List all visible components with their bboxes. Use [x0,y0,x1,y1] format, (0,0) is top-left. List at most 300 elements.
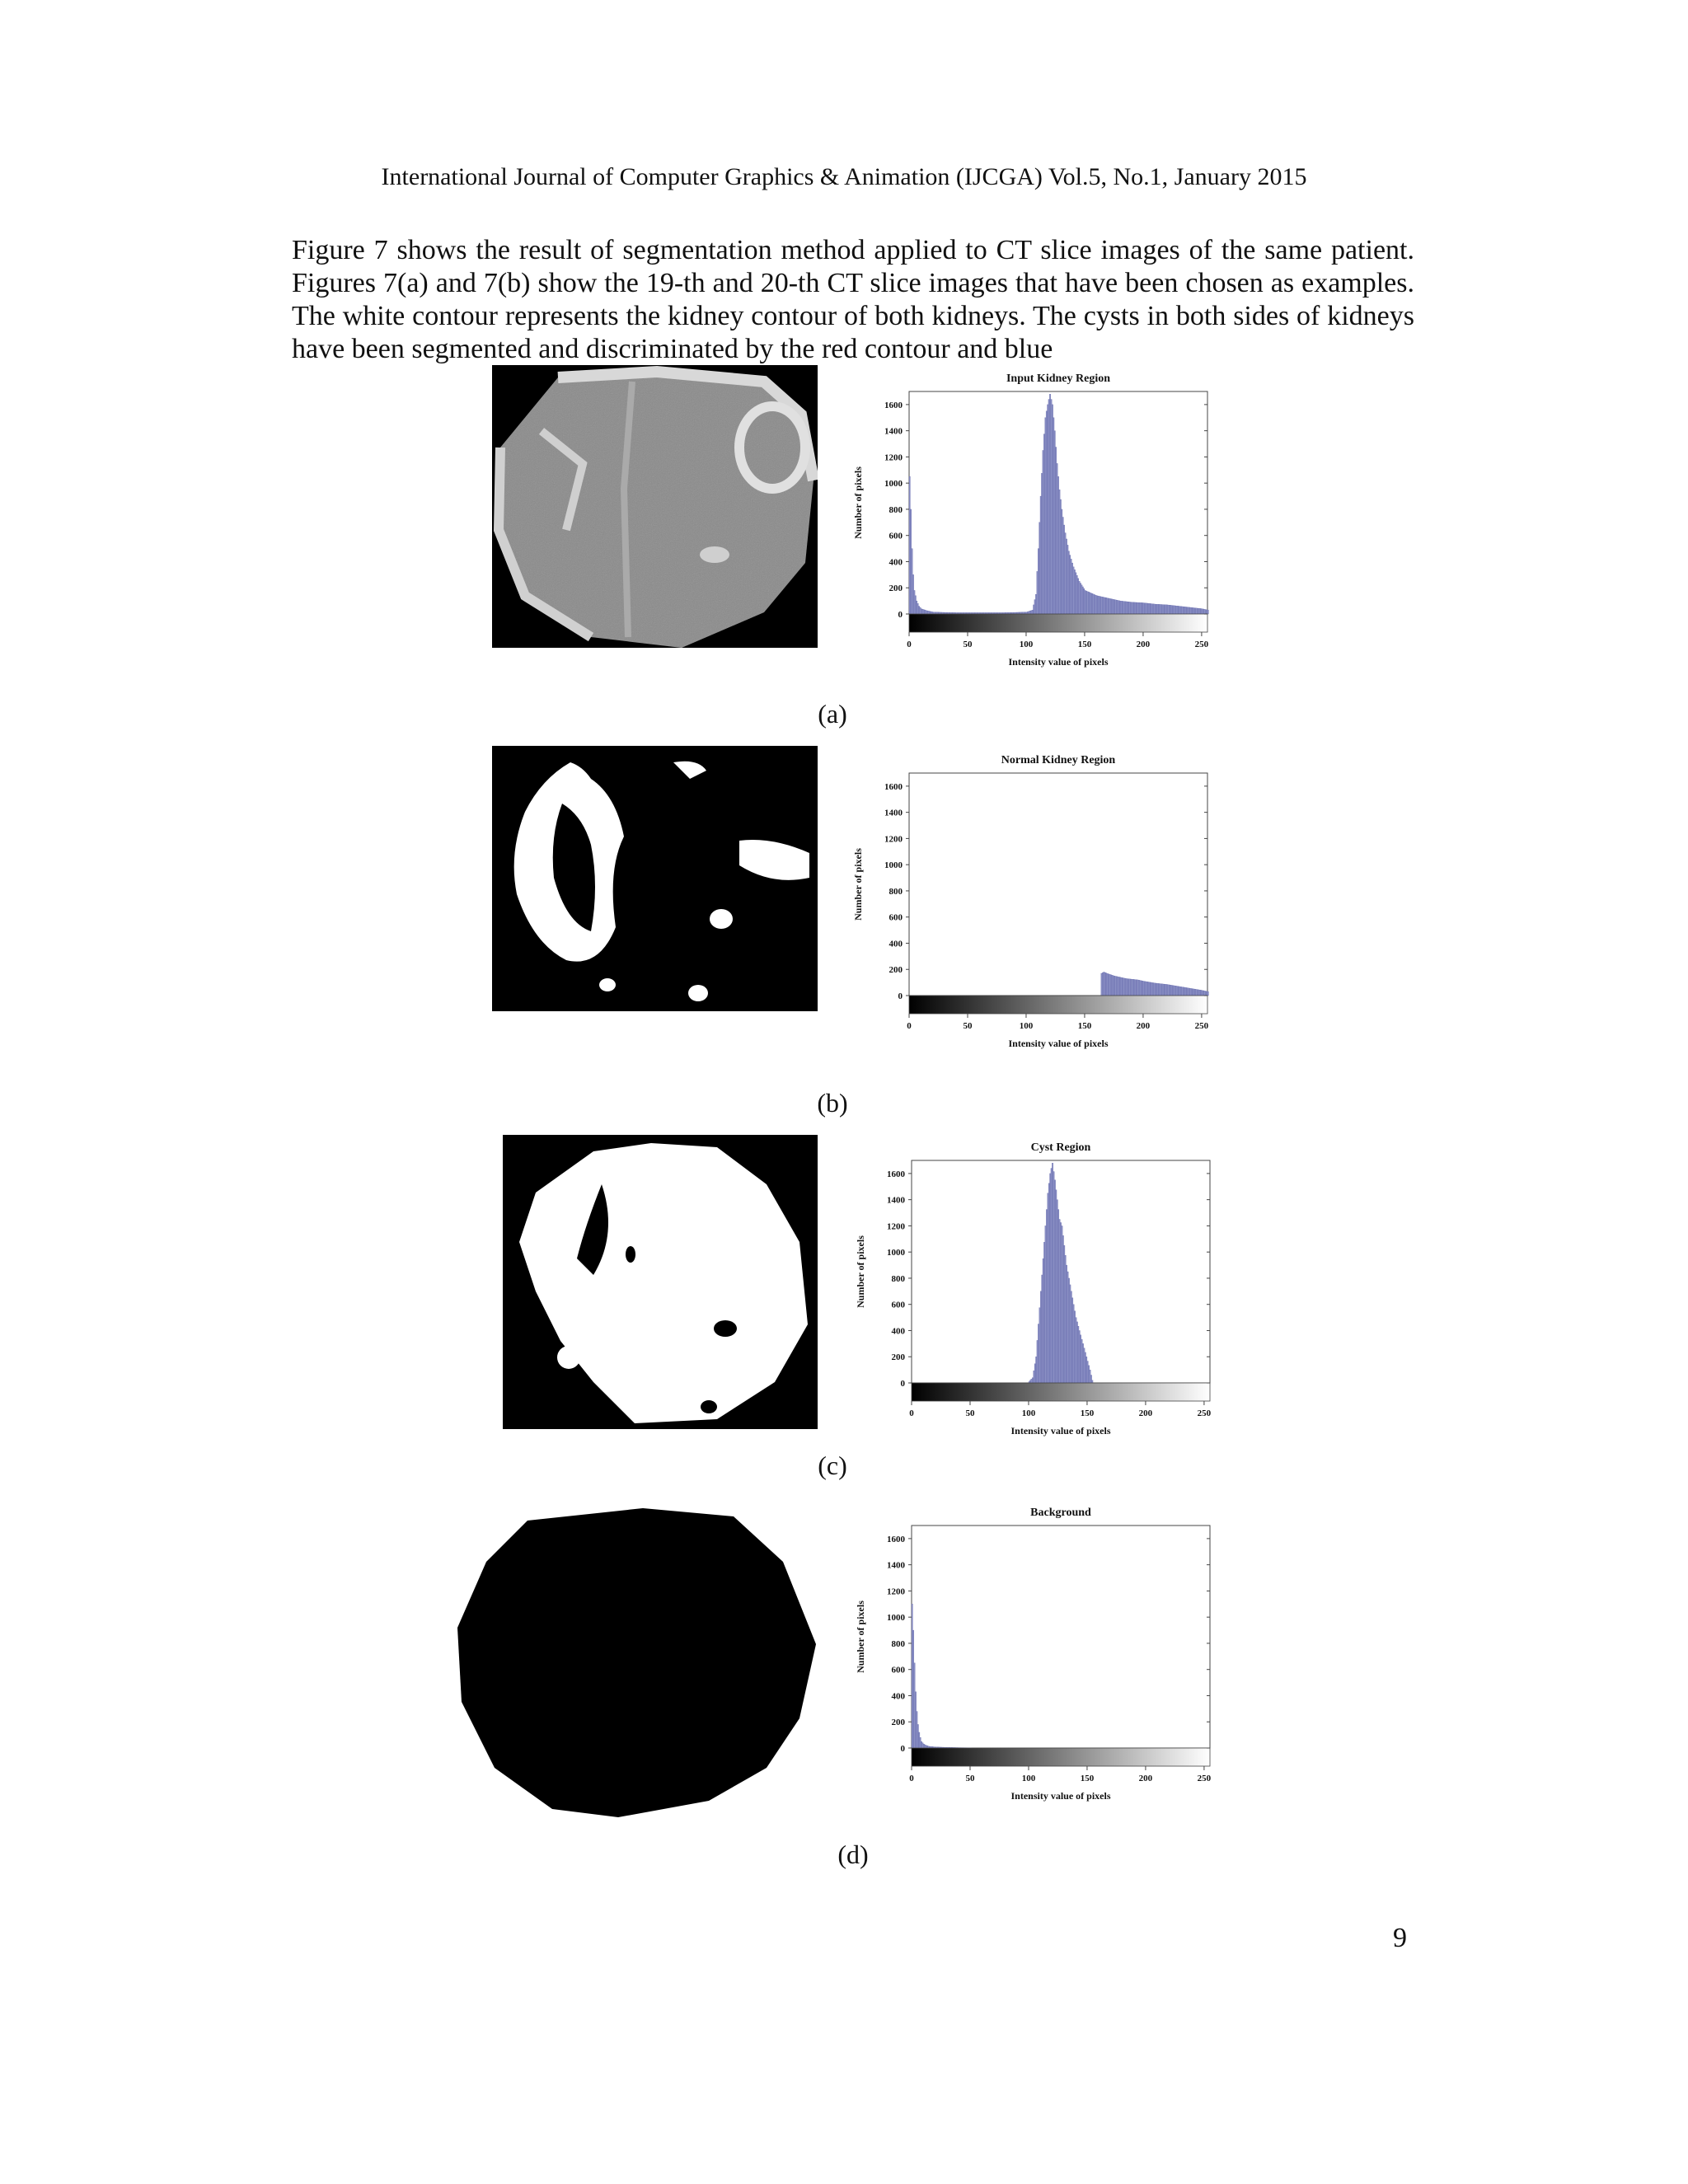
y-tick-label: 1000 [887,1248,905,1258]
x-axis-label: Intensity value of pixels [1010,1425,1111,1436]
histogram-bar [1107,598,1108,614]
histogram-bar [1130,979,1131,996]
y-tick-label: 1000 [887,1613,905,1624]
histogram-bar [1105,973,1106,996]
histogram-bar [1123,978,1124,996]
x-tick-label: 250 [1194,1021,1209,1031]
y-tick-label: 800 [891,1273,905,1284]
histogram-bar [1084,588,1085,614]
histogram-bar [1032,1378,1033,1383]
histogram-bar [1198,608,1199,614]
histogram-bar [1081,1339,1082,1383]
histogram-bar [1062,1235,1063,1383]
histogram-bar [1112,599,1113,614]
histogram-bar [1171,606,1172,614]
histogram-bar [1054,431,1055,614]
histogram-bar [1176,606,1177,614]
histogram-bar [1057,1210,1058,1383]
y-tick-label: 1400 [887,1195,905,1206]
histogram-bar [912,574,913,614]
histogram-bar [1087,592,1088,614]
histogram-bar [1038,549,1039,614]
y-tick-label: 1600 [887,1534,905,1544]
histogram-bar [1046,1210,1047,1383]
paragraph-text: Figure 7 shows the result of segmentation method applied to CT slice images of the same patient. Figures 7(a) and 7(b) show the 19-th and 20-th CT slice images that have been chosen as examples. The white contour represents the kidney contour of both kidneys. The cysts in both sides of kidneys have been segmented and discriminated by the red contour and blue [292,235,1414,364]
y-tick-label: 400 [891,1326,905,1337]
histogram-bar [1032,610,1033,614]
histogram-bar [1043,434,1044,614]
histogram-bar [1207,610,1208,614]
y-tick-label: 1400 [887,1560,905,1571]
x-tick-label: 0 [907,1021,912,1031]
histogram-bar [1048,400,1049,614]
y-tick-label: 200 [889,965,903,976]
histogram-bar [1104,972,1105,996]
histogram-bar [1156,604,1157,614]
x-axis-label: Intensity value of pixels [1008,656,1109,668]
histogram-bar [1066,539,1067,614]
y-tick-label: 400 [891,1691,905,1702]
x-tick-label: 150 [1077,1021,1092,1031]
histogram-bar [931,612,932,614]
histogram-bar [1110,599,1111,614]
histogram-bar [1166,605,1167,614]
caption-c: (c) [818,1451,847,1480]
histogram-bar [1135,980,1136,996]
histogram-bar [1057,476,1058,614]
histogram-bar [1154,604,1155,614]
histogram-cyst [847,1136,1226,1449]
histogram-bar [1051,1169,1052,1383]
histogram-bar [1045,1226,1046,1383]
histogram-bar [1180,607,1181,614]
histogram-bar [1164,605,1165,614]
histogram-bar [1027,612,1028,614]
x-tick-label: 0 [909,1774,914,1783]
histogram-bar [922,1743,923,1748]
page-number: 9 [1393,1923,1407,1953]
histogram-bar [1137,980,1138,996]
histogram-bar [1205,610,1206,614]
histogram-bar [1138,602,1139,614]
histogram-bar [1183,987,1184,996]
y-tick-label: 600 [891,1665,905,1675]
histogram-bar [1126,978,1127,996]
histogram-bar [914,1663,915,1748]
histogram-bar [1184,987,1185,996]
y-tick-label: 600 [891,1300,905,1310]
histogram-bar [1080,1335,1081,1383]
histogram-bar [1049,394,1050,614]
histogram-bar [1118,977,1119,996]
intensity-gradient-bar [912,1748,1210,1766]
histogram-bar [928,611,929,614]
histogram-bar [1162,984,1163,996]
histogram-bar [1123,602,1124,614]
histogram-bar [1079,1330,1080,1383]
histogram-bar [1102,597,1103,614]
histogram-bar [910,509,911,614]
histogram-bar [1107,973,1108,996]
histogram-bar [1151,982,1152,996]
histogram-bar [1045,418,1046,614]
histogram-bar [1174,606,1175,614]
histogram-bar [1087,1361,1088,1383]
histogram-bar [920,1737,921,1748]
histogram-bar [915,1692,916,1748]
histogram-bar [925,1745,926,1748]
histogram-bar [1063,525,1064,614]
histogram-bar [1099,596,1100,614]
histogram-bar [1141,602,1142,614]
histogram-bar [1118,601,1119,614]
y-tick-label: 1600 [884,781,903,792]
y-tick-label: 0 [900,1744,905,1754]
ct-input-image [492,365,818,648]
histogram-bar [912,1630,913,1748]
histogram-bar [1197,608,1198,614]
histogram-bar [1141,981,1142,996]
body-paragraph [292,234,1414,366]
histogram-bar [1177,606,1178,614]
histogram-bar [1146,603,1147,614]
histogram-bar [1134,979,1135,996]
histogram-bar [1182,607,1183,614]
histogram-bar [1071,1298,1072,1383]
y-tick-label: 800 [889,504,903,515]
histogram-bar [1041,473,1042,614]
histogram-bar [1150,603,1151,614]
histogram-bar [1166,985,1167,996]
histogram-bar [1205,991,1206,996]
histogram-bar [1062,517,1063,614]
histogram-bar [1160,984,1161,996]
x-axis-label: Intensity value of pixels [1010,1790,1111,1802]
y-tick-label: 1200 [884,834,903,845]
histogram-bar [1136,602,1137,614]
y-axis-label: Number of pixels [852,848,864,921]
histogram-bar [1053,1172,1054,1384]
histogram-bar [1157,983,1158,996]
ct-normal-kidney-image [492,746,818,1011]
histogram-bar [1140,981,1141,996]
histogram-bar [1088,1366,1089,1383]
y-tick-label: 200 [889,583,903,594]
histogram-bar [1150,982,1151,996]
histogram-bar [1140,602,1141,614]
histogram-bar [1073,567,1074,614]
histogram-bar [1116,600,1117,614]
histogram-bar [1151,604,1152,614]
x-tick-label: 150 [1080,1408,1095,1418]
histogram-bar [1105,598,1106,614]
histogram-bar [1082,587,1083,614]
histogram-bar [1202,991,1203,996]
histogram-bar [1202,609,1203,614]
histogram-bar [1142,981,1143,996]
histogram-bar [1200,990,1201,996]
histogram-bar [1138,980,1139,996]
x-tick-label: 50 [963,640,973,649]
histogram-bar [1092,1380,1093,1383]
histogram-bar [919,1732,920,1748]
histogram-bar [917,1724,918,1748]
histogram-bar [1165,984,1166,996]
histogram-bar [1176,986,1177,996]
chart-title: Background [1030,1507,1091,1519]
histogram-bar [1060,499,1061,614]
intensity-gradient-bar [909,996,1207,1014]
histogram-bar [1198,990,1199,996]
x-tick-label: 50 [965,1774,975,1783]
histogram-bar [1070,1285,1071,1383]
histogram-bar [1200,608,1201,614]
histogram-bar [1104,598,1105,614]
chart-title: Cyst Region [1030,1141,1091,1154]
histogram-bar [1116,977,1117,996]
histogram-bar [1196,989,1197,996]
histogram-bar [1059,490,1060,614]
histogram-bar [1069,555,1070,614]
histogram-bar [1169,985,1170,996]
histogram-bar [1163,984,1164,996]
histogram-bar [1088,592,1089,614]
histogram-bar [926,1746,927,1748]
histogram-bar [1068,1278,1069,1383]
chart-title: Normal Kidney Region [1001,754,1116,766]
histogram-bar [1113,976,1114,996]
y-tick-label: 0 [900,1379,905,1389]
y-axis-label: Number of pixels [855,1601,866,1673]
histogram-bar [1053,418,1054,614]
histogram-bar [1191,607,1192,614]
histogram-bar [1162,605,1163,614]
y-tick-label: 800 [891,1638,905,1649]
histogram-bar [923,1744,924,1748]
histogram-bar [1146,982,1147,996]
histogram-bar [1093,594,1094,614]
histogram-bar [1115,600,1116,614]
histogram-bar [1149,982,1150,996]
histogram-bar [1186,607,1187,614]
x-tick-label: 50 [965,1408,975,1418]
histogram-bar [1038,1324,1039,1383]
histogram-bar [1186,988,1187,996]
y-tick-label: 200 [891,1718,905,1728]
histogram-bar [1059,1219,1060,1383]
histogram-bar [1064,1245,1065,1383]
histogram-bar [1065,533,1066,614]
histogram-bar [1143,982,1144,996]
histogram-bar [909,476,910,614]
histogram-bar [1102,972,1103,996]
histogram-bar [1156,983,1157,996]
histogram-bar [1172,606,1173,614]
x-tick-label: 50 [963,1021,973,1031]
histogram-bar [1040,1291,1041,1383]
histogram-bar [915,596,916,614]
histogram-bar [1132,979,1133,996]
histogram-bar [926,611,927,614]
histogram-bar [1137,602,1138,614]
histogram-bar [1068,551,1069,614]
histogram-bar [1052,405,1053,614]
histogram-bar [1076,575,1077,614]
histogram-bar [1108,598,1109,614]
x-tick-label: 100 [1021,1408,1036,1418]
histogram-bar [1155,604,1156,614]
histogram-bar [1115,976,1116,996]
histogram-bar [1185,987,1186,996]
histogram-bar [1080,583,1081,614]
histogram-bar [1048,1183,1049,1383]
histogram-bar [1112,975,1113,996]
x-tick-label: 200 [1138,1408,1153,1418]
histogram-bar [1170,605,1171,614]
x-tick-label: 0 [909,1408,914,1418]
y-tick-label: 200 [891,1352,905,1363]
y-tick-label: 1200 [887,1221,905,1232]
histogram-bar [1046,411,1047,614]
histogram-bar [1182,987,1183,996]
histogram-bar [1127,602,1128,614]
y-tick-label: 1000 [884,479,903,490]
histogram-bar [1029,611,1030,614]
histogram-bar [1164,984,1165,996]
histogram-bar [1180,987,1181,996]
histogram-bar [1157,604,1158,614]
histogram-bar [1121,977,1122,996]
histogram-bar [1082,1343,1083,1383]
y-tick-label: 1400 [884,808,903,818]
y-tick-label: 1200 [884,452,903,463]
plot-frame [912,1526,1210,1748]
histogram-bar [1193,989,1194,996]
histogram-bar [1113,599,1114,614]
histogram-bar [1204,609,1205,614]
histogram-bar [1050,1174,1051,1383]
y-tick-label: 1600 [884,400,903,410]
histogram-bar [1110,975,1111,996]
histogram-bar [1148,603,1149,614]
histogram-bar [1190,988,1191,996]
caption-a: (a) [818,699,847,729]
histogram-bar [1199,608,1200,614]
journal-header: International Journal of Computer Graphics & Animation (IJCGA) Vol.5, No.1, January 2015 [381,163,1307,190]
y-axis-label: Number of pixels [855,1235,866,1308]
histogram-bar [924,610,925,614]
histogram-bar [1078,1326,1079,1383]
histogram-bar [1109,974,1110,996]
histogram-bar [1172,986,1173,996]
histogram-bar [1085,591,1086,614]
x-tick-label: 100 [1021,1774,1036,1783]
histogram-bar [1091,593,1092,614]
histogram-bar [1060,1222,1061,1383]
histogram-bar [1132,602,1133,614]
histogram-bar [1055,448,1056,615]
histogram-bar [1034,1364,1035,1383]
histogram-bar [1179,607,1180,614]
histogram-bar [1199,990,1200,996]
histogram-bar [1152,982,1153,996]
histogram-bar [1090,1375,1091,1383]
histogram-bar [1158,983,1159,996]
ct-cyst-image [503,1135,818,1429]
histogram-normal-kidney [845,748,1224,1062]
histogram-bar [1183,607,1184,614]
histogram-bar [1124,602,1125,614]
x-tick-label: 250 [1197,1408,1212,1418]
histogram-bar [1149,603,1150,614]
histogram-bar [1171,985,1172,996]
histogram-bar [1095,595,1096,614]
histogram-bar [1056,1190,1057,1383]
histogram-bar [1124,978,1125,996]
histogram-bar [1074,569,1075,614]
histogram-bar [1084,1348,1085,1383]
intensity-gradient-bar [912,1383,1210,1401]
histogram-bar [918,606,919,614]
histogram-bar [1188,607,1189,614]
x-tick-label: 100 [1019,1021,1034,1031]
histogram-bar [1165,605,1166,614]
histogram-background [847,1501,1226,1814]
histogram-bar [1090,593,1091,614]
histogram-bar [1039,1308,1040,1383]
histogram-bar [1126,602,1127,614]
histogram-bar [1051,400,1052,614]
histogram-bar [1122,601,1123,614]
histogram-bar [923,610,924,614]
histogram-bar [914,590,915,614]
histogram-bar [1170,985,1171,996]
histogram-bar [1120,601,1121,614]
x-tick-label: 100 [1019,640,1034,649]
y-tick-label: 600 [889,912,903,923]
histogram-bar [1079,581,1080,614]
histogram-bar [1163,605,1164,614]
histogram-bar [1129,979,1130,996]
histogram-bar [1071,563,1072,614]
histogram-bar [920,607,921,614]
plot-frame [909,773,1207,996]
chart-title: Input Kidney Region [1006,373,1111,385]
histogram-bar [1067,1272,1068,1383]
histogram-bar [1185,607,1186,614]
histogram-bar [929,612,930,614]
x-tick-label: 0 [907,640,912,649]
histogram-bar [1065,1255,1066,1383]
histogram-bar [1134,602,1135,614]
x-tick-label: 200 [1136,1021,1151,1031]
histogram-bar [1194,989,1195,996]
histogram-bar [1188,988,1189,996]
histogram-bar [1144,982,1145,996]
histogram-bar [1135,602,1136,614]
histogram-bar [1033,605,1034,614]
histogram-bar [1035,1357,1036,1383]
histogram-bar [1148,982,1149,996]
histogram-bar [1076,1322,1077,1383]
histogram-bar [1160,604,1161,614]
histogram-bar [1193,608,1194,614]
y-tick-label: 400 [889,557,903,568]
histogram-bar [1074,1311,1075,1383]
histogram-input-kidney [845,367,1224,680]
histogram-bar [1127,979,1128,996]
x-tick-label: 250 [1197,1774,1212,1783]
